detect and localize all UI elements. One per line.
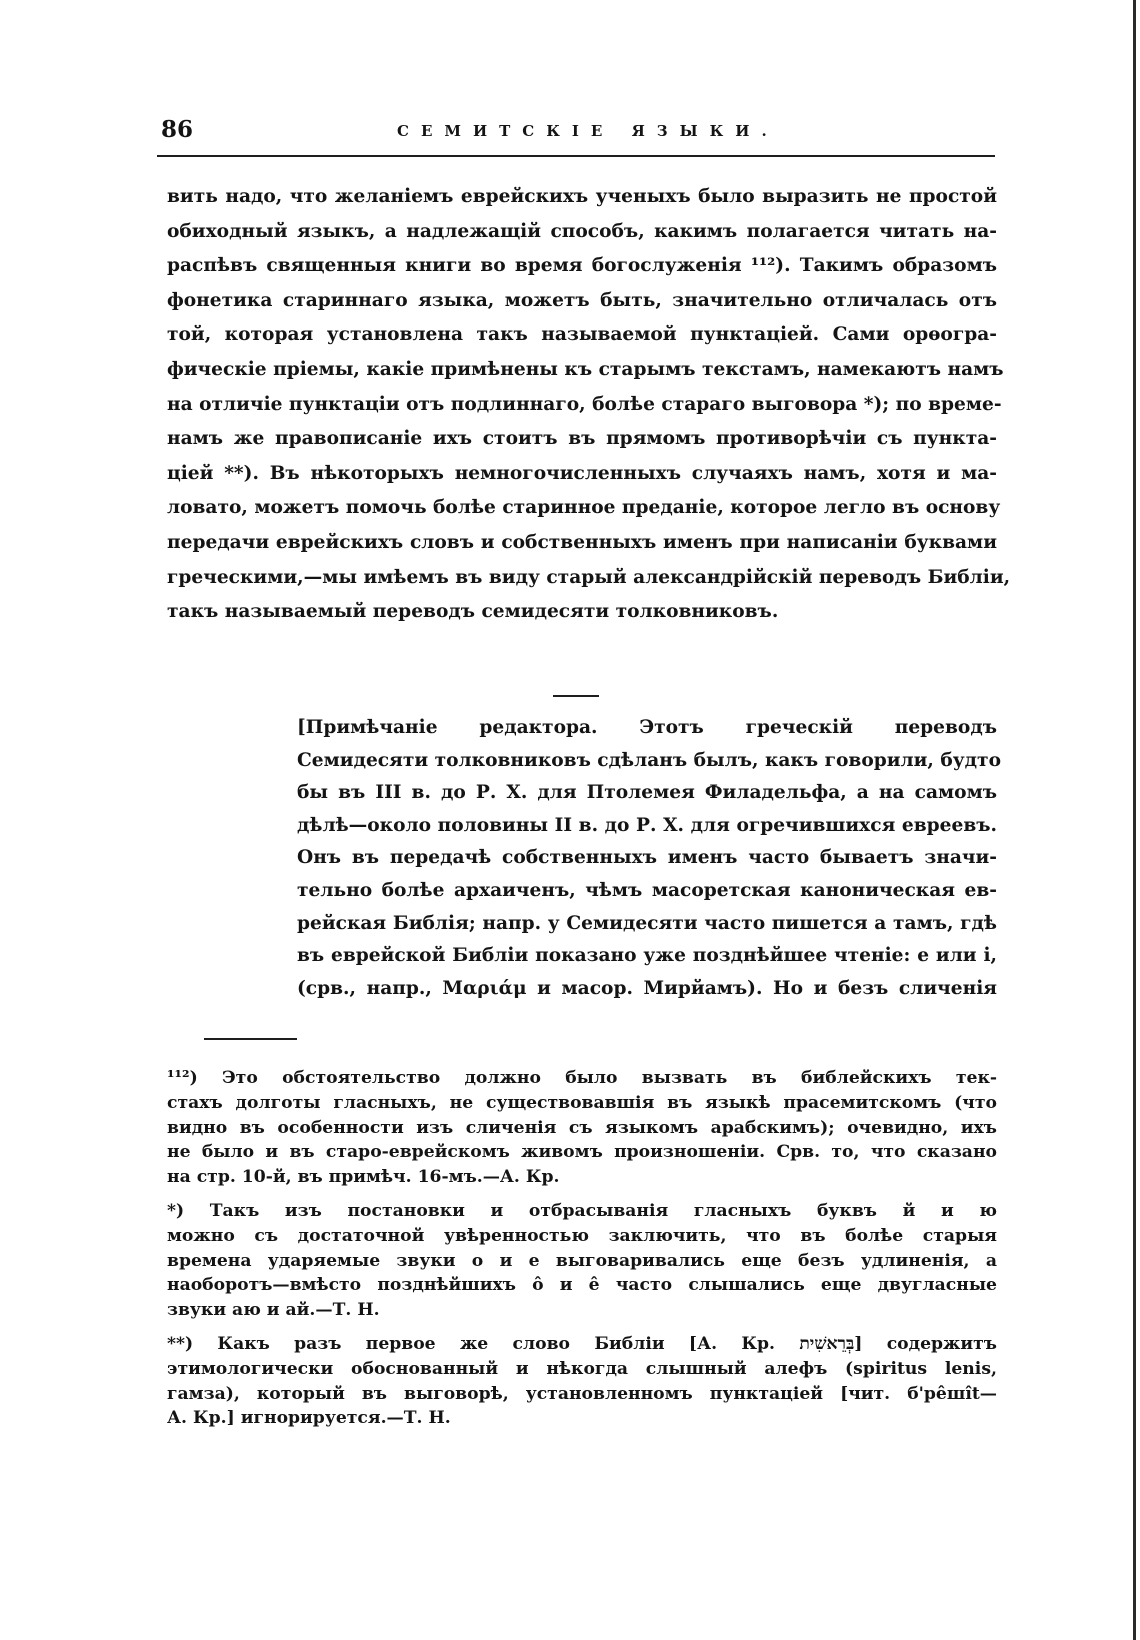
text-line: ціей **). Въ нѣкоторыхъ немногочисленныхъ случаяхъ намъ, хотя и ма- bbox=[167, 462, 997, 484]
text-line: ловато, можетъ помочь болѣе старинное преданіе, которое легло въ основу bbox=[167, 497, 1001, 519]
note-line: [Примѣчаніе редактора. Этотъ греческій переводъ bbox=[297, 717, 997, 738]
text-line: фонетика стариннаго языка, можетъ быть, значительно отличалась отъ bbox=[167, 289, 997, 311]
footnote-line: стахъ долготы гласныхъ, не существовавшія въ языкѣ прасемитскомъ (что bbox=[167, 1092, 997, 1113]
footnote-line: этимологически обоснованный и нѣкогда слышный алефъ (spiritus lenis, bbox=[167, 1358, 997, 1379]
text-line: той, которая установлена такъ называемой пунктаціей. Сами орѳогра- bbox=[167, 324, 997, 346]
note-line: рейская Библія; напр. у Семидесяти часто пишется а тамъ, гдѣ bbox=[297, 912, 997, 934]
header-rule bbox=[157, 155, 995, 157]
note-line: бы въ III в. до Р. Х. для Птолемея Филадельфа, а на самомъ bbox=[297, 782, 997, 804]
footnote-line: А. Кр.] игнорируется.—Т. Н. bbox=[167, 1408, 451, 1429]
footnote-line: времена ударяемые звуки о и е выговаривались еще безъ удлиненія, а bbox=[167, 1250, 997, 1271]
text-line: фическіе пріемы, какіе примѣнены къ старымъ текстамъ, намекаютъ намъ bbox=[167, 358, 1004, 380]
note-line: въ еврейской Библіи показано уже позднѣйшее чтеніе: е или і, bbox=[297, 945, 997, 967]
footnote-112 bbox=[167, 1066, 997, 1190]
note-line: дѣлѣ—около половины II в. до Р. Х. для огречившихся евреевъ. bbox=[297, 814, 997, 836]
page-edge bbox=[1133, 0, 1136, 1640]
footnote-line: ¹¹²) Это обстоятельство должно было вызвать въ библейскихъ тек- bbox=[167, 1068, 997, 1088]
text-line: такъ называемый переводъ семидесяти толковниковъ. bbox=[167, 601, 779, 623]
section-separator bbox=[553, 695, 599, 697]
note-line: (срв., напр., Μαριάμ и масор. Мирйамъ). Но и безъ сличенія bbox=[297, 977, 997, 999]
note-line: Онъ въ передачѣ собственныхъ именъ часто бываетъ значи- bbox=[297, 847, 997, 869]
footnote-double-asterisk bbox=[167, 1332, 997, 1431]
text-line: греческими,—мы имѣемъ въ виду старый александрійскій переводъ Библіи, bbox=[167, 566, 1011, 588]
running-title: СЕМИТСКІЕ ЯЗЫКИ. bbox=[397, 122, 779, 140]
footnote-rule bbox=[204, 1038, 297, 1040]
text-line: вить надо, что желаніемъ еврейскихъ ученыхъ было выразить не простой bbox=[167, 186, 997, 207]
note-line: Семидесяти толковниковъ сдѣланъ былъ, какъ говорили, будто bbox=[297, 749, 1001, 771]
footnote-line: **) Какъ разъ первое же слово Библіи [А. Кр. בְּרֵאשִׁית] содержитъ bbox=[167, 1333, 997, 1354]
text-line: распѣвъ священныя книги во время богослуженія ¹¹²). Такимъ образомъ bbox=[167, 255, 997, 277]
footnote-line: видно въ особенности изъ сличенія съ языкомъ арабскимъ); очевидно, ихъ bbox=[167, 1117, 997, 1138]
footnote-line: на стр. 10-й, въ примѣч. 16-мъ.—А. Кр. bbox=[167, 1167, 560, 1188]
page-number: 86 bbox=[161, 116, 194, 143]
footnote-asterisk bbox=[167, 1199, 997, 1323]
text-line: намъ же правописаніе ихъ стоитъ въ прямомъ противорѣчіи съ пункта- bbox=[167, 428, 997, 450]
text-line: передачи еврейскихъ словъ и собственныхъ именъ при написаніи буквами bbox=[167, 531, 997, 553]
note-line: тельно болѣе архаиченъ, чѣмъ масоретская каноническая ев- bbox=[297, 879, 997, 901]
footnote-line: *) Такъ изъ постановки и отбрасыванія гласныхъ буквъ й и ю bbox=[167, 1200, 997, 1221]
footnote-line: звуки аю и ай.—Т. Н. bbox=[167, 1300, 380, 1321]
page-header bbox=[157, 116, 995, 152]
footnote-line: не было и въ старо-еврейскомъ живомъ произношеніи. Срв. то, что сказано bbox=[167, 1142, 997, 1163]
footnote-line: наоборотъ—вмѣсто позднѣйшихъ ô и ê часто слышались еще двугласные bbox=[167, 1275, 997, 1296]
footnotes bbox=[167, 1066, 997, 1431]
editor-note bbox=[297, 712, 1001, 1005]
footnote-line: гамза), который въ выговорѣ, установленномъ пунктаціей [чит. б'рêшît— bbox=[167, 1383, 997, 1404]
footnote-line: можно съ достаточной увѣренностью заключить, что въ болѣе старыя bbox=[167, 1225, 997, 1246]
main-text bbox=[167, 180, 1011, 630]
text-line: обиходный языкъ, а надлежащій способъ, какимъ полагается читать на- bbox=[167, 220, 997, 242]
text-line: на отличіе пунктаціи отъ подлиннаго, болѣе стараго выговора *); по време- bbox=[167, 393, 1002, 415]
